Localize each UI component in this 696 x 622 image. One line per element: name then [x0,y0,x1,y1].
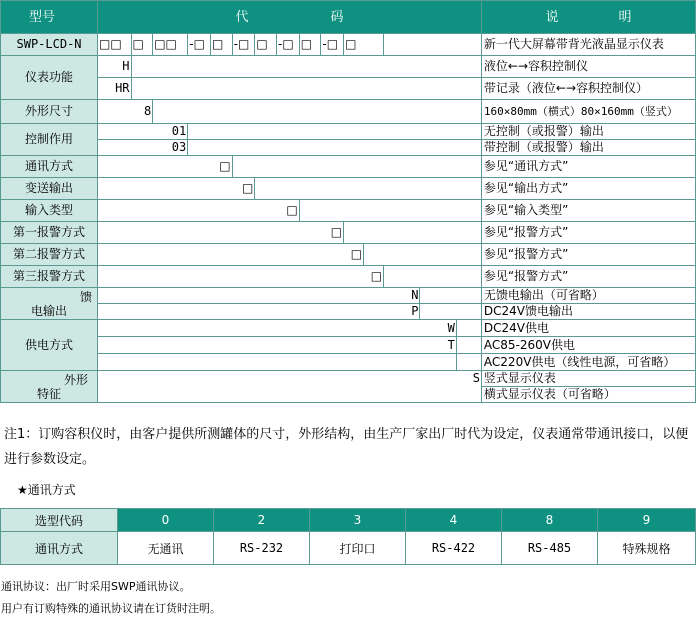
comm-label: 通讯方式 [1,156,98,178]
power-label: 供电方式 [1,320,98,371]
code-header: 代 码 [98,1,482,34]
alarm2-label: 第二报警方式 [1,244,98,266]
control-label: 控制作用 [1,124,98,156]
input-label: 输入类型 [1,200,98,222]
size-label: 外形尺寸 [1,100,98,124]
explain-header: 说 明 [481,1,695,34]
alarm1-label: 第一报警方式 [1,222,98,244]
comm-code-table: 选型代码 0 2 3 4 8 9 通讯方式 无通讯 RS-232 打印口 RS-422 RS-485 特殊规格 [0,508,696,565]
model-selection-table: 型号 代 码 说 明 SWP-LCD-N □□ □ □□ -□ □ -□ □ -□ □ -□ □ 新一代大屏幕带背光液晶显示仪表 仪表功能 H 液位←→容积控制仪 HR 带记录（液位←→容积控制仪） 外形尺寸 8 160×80mm（横式）80×160mm（竖式） 控制作用 01 无控制（或报警）输出 03 带控制（或报警）输出 通讯方式 □ 参见“通讯方式” 变送输出 □ 参见“输出方式” 输入类型 □ 参见“输入类型” 第一报警方式 □ 参见“报警方式” 第二报警方式 □ 参见“报警方式” 第三报警方式 □ 参见“报警方式” 馈 电输出 N 无馈电输出（可省略） P DC24V馈电输出 供电方式 W DC24V供电 T AC85-260V供电 AC220V供电（线性电源，可省略） 外形 特征 S 竖式显示仪表 横式显示仪表（可省略） [0,0,696,403]
model-code-row: SWP-LCD-N □□ □ □□ -□ □ -□ □ -□ □ -□ □ 新一代大屏幕带背光液晶显示仪表 [1,34,696,56]
func-label: 仪表功能 [1,56,98,100]
trans-label: 变送输出 [1,178,98,200]
model-header: 型号 [1,1,98,34]
shape-label: 外形 特征 [1,371,98,403]
alarm3-label: 第三报警方式 [1,266,98,288]
footer-line-1: 通讯协议：出厂时采用SWP通讯协议。 [1,580,191,593]
feed-label: 馈 电输出 [1,288,98,320]
footer-line-2: 用户有订购特殊的通讯协议请在订货时注明。 [1,602,221,615]
order-note: 注1：订购容积仪时，由客户提供所测罐体的尺寸，外形结构，由生产厂家出厂时代为设定，仪表通常带通讯接口，以便进行参数设定。 [4,427,689,467]
comm-section-title: ★通讯方式 [17,483,76,497]
